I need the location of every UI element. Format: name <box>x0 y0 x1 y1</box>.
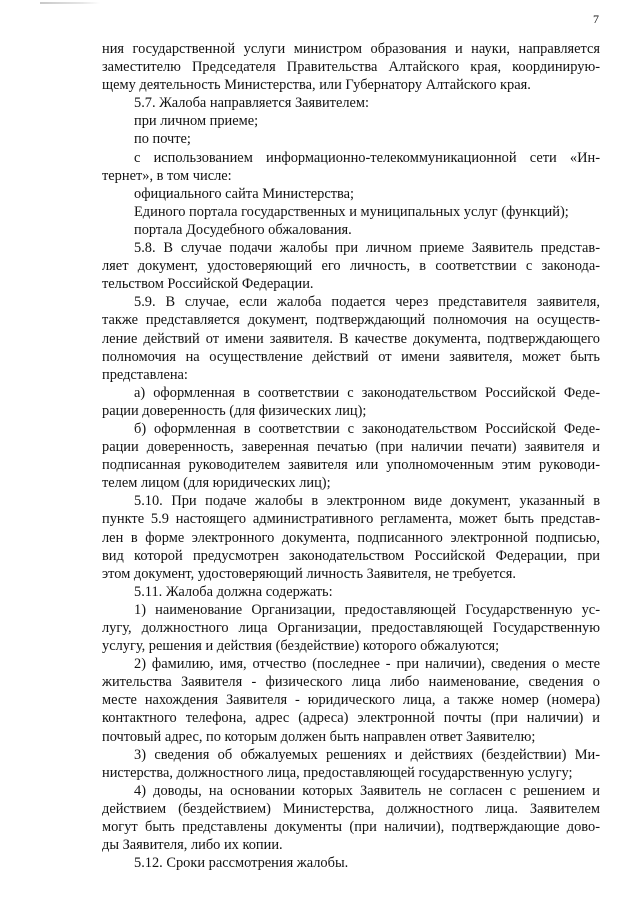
document-line: лугу, должностного лица Организации, предоставляющей Государственную <box>102 620 600 636</box>
document-line: ды Заявителя, либо их копии. <box>102 837 283 854</box>
document-line: подписанная руководителем заявителя или уполномоченным этим руководи- <box>102 457 600 474</box>
document-body <box>102 40 600 872</box>
document-line: а) оформленная в соответствии с законодательством Российской Феде- <box>134 384 600 401</box>
document-line: портала Досудебного обжалования. <box>134 221 352 238</box>
document-line: с использованием информационно-телекоммуникационной сети «Ин- <box>134 149 600 166</box>
document-line: телем лицом (для юридических лиц); <box>102 475 331 492</box>
document-line: рации доверенность (для физических лиц); <box>102 402 367 419</box>
document-line: 5.8. В случае подачи жалобы при личном приеме Заявитель представ- <box>134 240 600 257</box>
document-line: этом документ, удостоверяющий личность Заявителя, не требуется. <box>102 565 516 582</box>
document-line: 5.12. Сроки рассмотрения жалобы. <box>134 855 349 872</box>
document-line: б) оформленная в соответствии с законодательством Российской Феде- <box>134 420 600 437</box>
document-line: тернет», в том числе: <box>102 167 232 184</box>
document-line: 5.11. Жалоба должна содержать: <box>134 583 333 600</box>
document-line: могут быть представлены документы (при наличии), подтверждающие дово- <box>102 819 600 836</box>
document-line: нистерства, должностного лица, предоставляющей государственную услугу; <box>102 764 573 781</box>
document-line: лен в форме электронного документа, подписанного электронной подписью, <box>102 529 600 546</box>
document-line: ния государственной услуги министром образования и науки, направляется <box>102 41 600 57</box>
document-line: услугу, решения и действия (бездействие) которого обжалуются; <box>102 638 500 655</box>
document-line: 5.9. В случае, если жалоба подается через представителя заявителя, <box>134 294 600 311</box>
document-line: ляет документ, удостоверяющий его личность, в соответствии с законода- <box>102 258 600 275</box>
document-line: щему деятельность Министерства, или Губернатору Алтайского края. <box>102 77 531 94</box>
document-line: Единого портала государственных и муниципальных услуг (функций); <box>134 203 569 220</box>
document-line: официального сайта Министерства; <box>134 185 355 202</box>
document-line: 1) наименование Организации, предоставляющей Государственную ус- <box>134 601 600 618</box>
scan-artifact <box>40 2 100 4</box>
document-line: 5.10. При подаче жалобы в электронном виде документ, указанный в <box>134 493 600 510</box>
document-line: тельством Российской Федерации. <box>102 276 314 293</box>
document-line: при личном приеме; <box>134 113 259 130</box>
document-line: вид которой предусмотрен законодательством Российской Федерации, при <box>102 547 600 564</box>
document-line: 5.7. Жалоба направляется Заявителем: <box>134 95 370 112</box>
document-line: жительства Заявителя - физического лица либо наименование, сведения о <box>102 674 600 691</box>
document-line: ление действий от имени заявителя. В качестве документа, подтверждающего <box>102 330 600 347</box>
document-line: почтовый адрес, по которым должен быть направлен ответ Заявителю; <box>102 728 536 745</box>
document-line: заместителю Председателя Правительства Алтайского края, координирую- <box>102 59 600 76</box>
document-line: 3) сведения об обжалуемых решениях и действиях (бездействии) Ми- <box>134 746 600 763</box>
document-line: месте нахождения Заявителя - юридического лица, а также номер (номера) <box>102 692 600 709</box>
document-line: по почте; <box>134 131 191 148</box>
document-line: 4) доводы, на основании которых Заявитель не согласен с решением и <box>134 782 600 799</box>
document-line: также представляется документ, подтверждающий полномочия на осуществ- <box>102 312 600 329</box>
document-line: рации доверенность, заверенная печатью (при наличии печати) заявителя и <box>102 439 600 456</box>
document-line: представлена: <box>102 366 188 383</box>
document-line: пункте 5.9 настоящего административного регламента, может быть представ- <box>102 511 600 528</box>
document-line: 2) фамилию, имя, отчество (последнее - при наличии), сведения о месте <box>134 656 600 673</box>
page-number: 7 <box>593 12 599 26</box>
document-line: полномочия на осуществление действий от имени заявителя, может быть <box>102 348 600 365</box>
document-line: действием (бездействием) Министерства, должностного лица. Заявителем <box>102 800 600 817</box>
document-line: контактного телефона, адрес (адреса) электронной почты (при наличии) и <box>102 710 600 727</box>
